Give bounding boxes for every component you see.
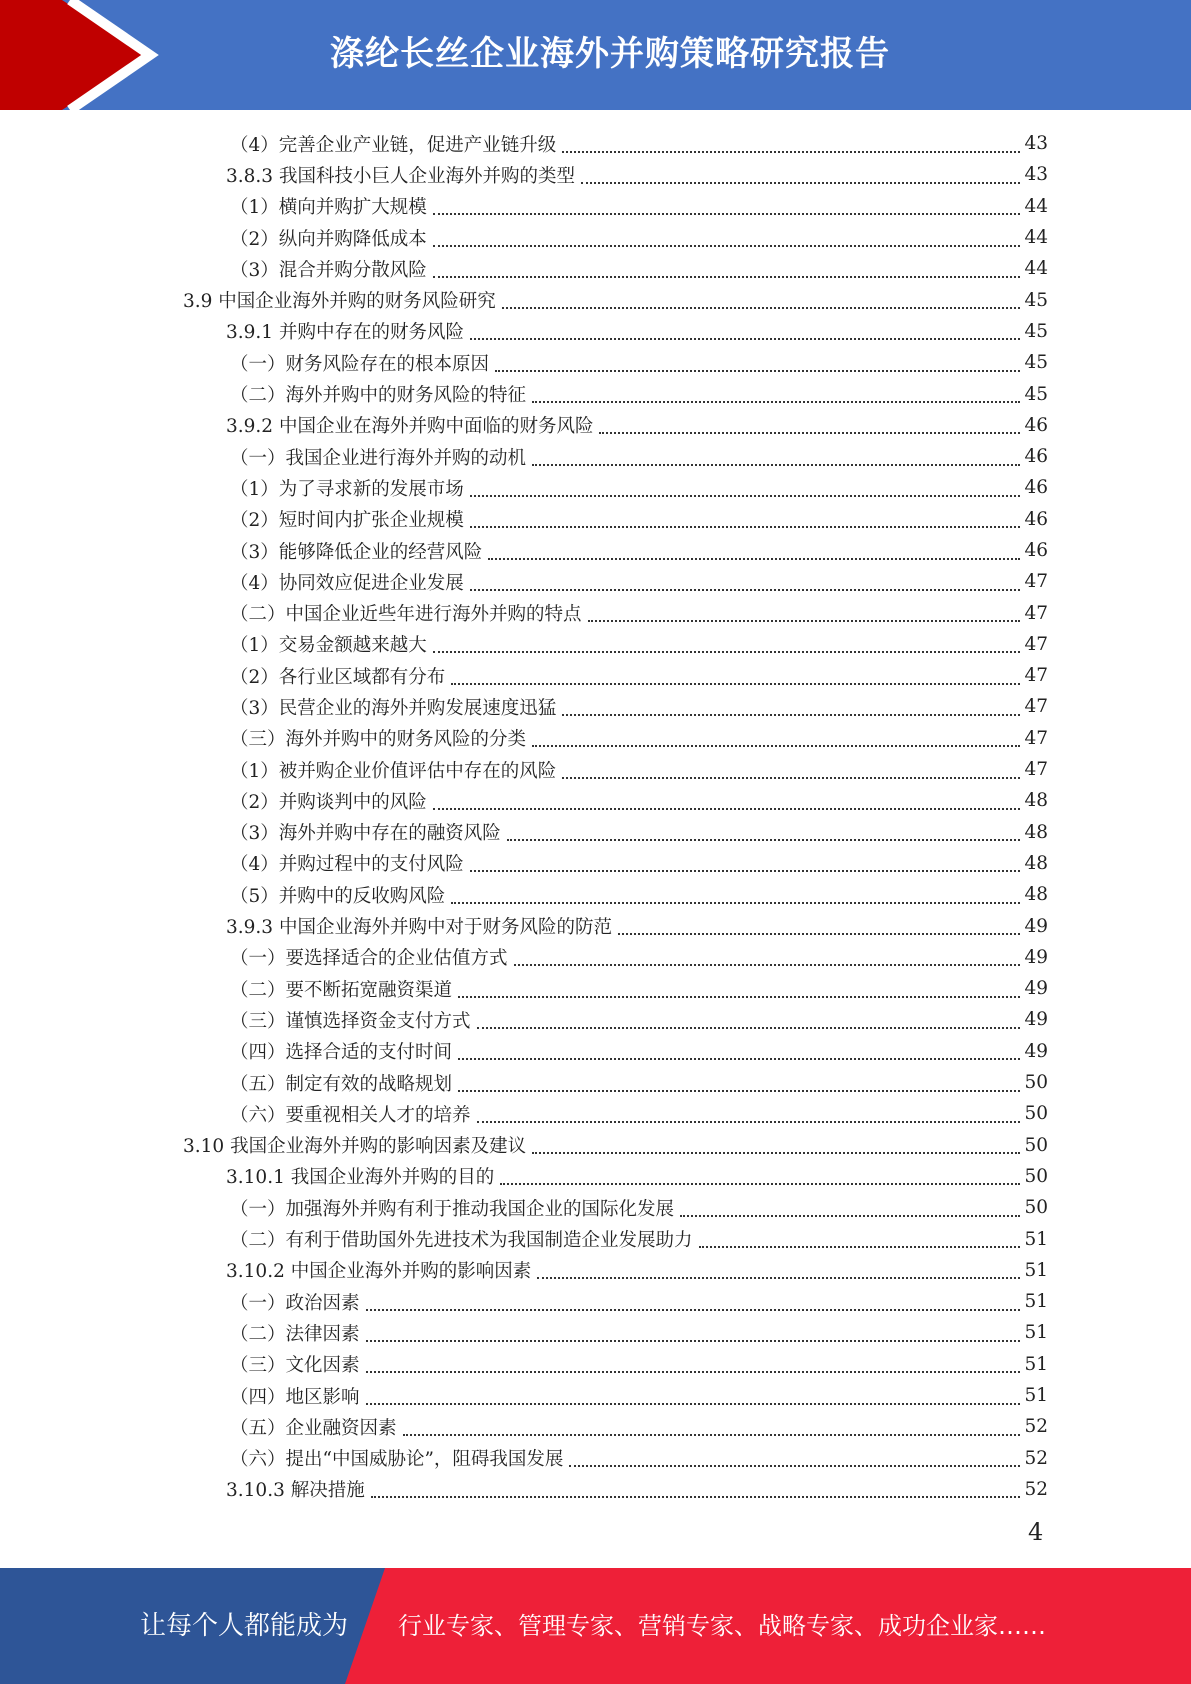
toc-dot-leader [451,683,1020,685]
toc-entry-page: 46 [1024,446,1048,468]
toc-entry-label: （四）选择合适的支付时间 [230,1042,453,1064]
toc-entry-page: 51 [1024,1322,1048,1344]
toc-entry-label: （1）为了寻求新的发展市场 [230,478,464,500]
toc-entry[interactable] [230,378,1048,409]
toc-dot-leader [366,1371,1021,1373]
toc-entry-page: 46 [1024,540,1048,561]
toc-entry-label: （3）混合并购分散风险 [230,259,427,281]
toc-entry-label: 3.10 我国企业海外并购的影响因素及建议 [183,1136,527,1158]
toc-dot-leader [366,1340,1021,1342]
toc-entry-page: 50 [1024,1072,1048,1094]
toc-entry[interactable] [230,1223,1048,1254]
toc-entry[interactable] [226,910,1048,941]
toc-entry-page: 50 [1024,1197,1048,1219]
toc-dot-leader [477,1121,1021,1123]
toc-entry[interactable] [230,1380,1048,1411]
toc-dot-leader [433,213,1021,215]
toc-entry-label: （2）各行业区域都有分布 [230,666,446,688]
toc-dot-leader [699,1246,1021,1248]
toc-entry-page: 47 [1024,727,1048,749]
toc-entry-page: 47 [1024,633,1048,655]
toc-dot-leader [562,151,1020,153]
toc-entry-page: 46 [1024,508,1048,530]
toc-entry[interactable] [230,535,1048,566]
toc-entry-label: （五）制定有效的战略规划 [230,1073,453,1095]
toc-dot-leader [470,870,1021,872]
toc-entry[interactable] [183,284,1048,315]
toc-entry[interactable] [230,1349,1048,1380]
toc-entry-page: 43 [1024,164,1048,186]
toc-dot-leader [488,558,1020,560]
toc-entry-label: （六）提出“中国威胁论”，阻碍我国发展 [230,1449,564,1471]
toc-entry-label: （2）短时间内扩张企业规模 [230,510,464,532]
toc-entry[interactable] [230,785,1048,816]
toc-dot-leader [403,1434,1021,1436]
toc-entry-page: 48 [1024,821,1048,843]
toc-entry-page: 47 [1024,696,1048,718]
toc-entry[interactable] [230,566,1048,597]
toc-dot-leader [495,370,1020,372]
toc-entry[interactable] [230,629,1048,660]
toc-dot-leader [451,902,1020,904]
toc-entry-page: 45 [1024,352,1048,374]
toc-entry[interactable] [230,222,1048,253]
toc-entry-page: 50 [1024,1134,1048,1156]
toc-dot-leader [470,495,1021,497]
toc-entry-page: 47 [1024,759,1048,781]
toc-entry[interactable] [230,1317,1048,1348]
toc-entry-label: 3.10.2 中国企业海外并购的影响因素 [226,1261,532,1283]
toc-entry-page: 49 [1024,1009,1048,1031]
toc-dot-leader [532,401,1020,403]
toc-dot-leader [433,276,1021,278]
toc-entry-page: 51 [1024,1259,1048,1281]
toc-dot-leader [502,307,1021,309]
toc-entry-label: （二）海外并购中的财务风险的特征 [230,385,527,407]
toc-entry[interactable] [230,942,1048,973]
toc-entry[interactable] [230,691,1048,722]
toc-entry[interactable] [230,1192,1048,1223]
toc-entry-label: （三）海外并购中的财务风险的分类 [230,729,527,751]
toc-entry[interactable] [230,472,1048,503]
toc-entry-label: （四）地区影响 [230,1386,360,1408]
toc-entry-page: 48 [1024,884,1048,906]
toc-entry-page: 45 [1024,383,1048,405]
toc-entry-label: 3.9.2 中国企业在海外并购中面临的财务风险 [226,416,594,438]
page-header [0,0,1191,110]
toc-entry-page: 44 [1024,258,1048,280]
toc-dot-leader [366,1403,1021,1405]
toc-entry[interactable] [226,316,1048,347]
toc-entry-page: 49 [1024,978,1048,1000]
toc-dot-leader [618,933,1020,935]
toc-dot-leader [507,839,1021,841]
toc-dot-leader [680,1215,1020,1217]
toc-dot-leader [433,808,1021,810]
toc-dot-leader [569,1465,1020,1467]
toc-entry[interactable] [230,1067,1048,1098]
toc-dot-leader [599,432,1020,434]
toc-dot-leader [458,1058,1020,1060]
toc-entry-label: （4）并购过程中的支付风险 [230,854,464,876]
page-number: 4 [1028,1518,1044,1546]
toc-entry[interactable] [230,817,1048,848]
toc-entry-label: （一）要选择适合的企业估值方式 [230,948,508,970]
toc-entry[interactable] [226,1255,1048,1286]
footer-slogan-left: 让每个人都能成为 [140,1611,349,1641]
toc-entry-label: 3.10.3 解决措施 [226,1480,365,1502]
toc-entry-page: 44 [1024,195,1048,217]
toc-dot-leader [371,1496,1021,1498]
toc-entry-page: 45 [1024,289,1048,311]
toc-entry-page: 51 [1024,1228,1048,1250]
toc-entry-label: 3.9.1 并购中存在的财务风险 [226,322,464,344]
table-of-contents [0,128,1191,1505]
toc-entry-page: 43 [1024,133,1048,155]
toc-entry[interactable] [230,128,1048,159]
toc-entry-label: （一）政治因素 [230,1292,360,1314]
toc-entry-label: （4）协同效应促进企业发展 [230,572,464,594]
toc-entry[interactable] [226,1161,1048,1192]
toc-dot-leader [433,245,1021,247]
toc-dot-leader [477,1027,1021,1029]
toc-entry-label: （4）完善企业产业链，促进产业链升级 [230,134,557,156]
toc-entry[interactable] [230,441,1048,472]
toc-entry-label: （3）海外并购中存在的融资风险 [230,823,501,845]
toc-dot-leader [588,620,1021,622]
toc-entry-page: 51 [1024,1353,1048,1375]
toc-entry[interactable] [230,1098,1048,1129]
toc-entry[interactable] [230,848,1048,879]
toc-entry-label: （5）并购中的反收购风险 [230,885,446,907]
toc-entry-label: （六）要重视相关人才的培养 [230,1104,471,1126]
toc-entry[interactable] [230,1411,1048,1442]
toc-dot-leader [458,996,1020,998]
toc-entry-label: （2）纵向并购降低成本 [230,228,427,250]
toc-entry-page: 52 [1024,1416,1048,1438]
toc-entry-label: （二）有利于借助国外先进技术为我国制造企业发展助力 [230,1230,693,1252]
toc-entry-page: 50 [1024,1103,1048,1125]
toc-entry[interactable] [230,1036,1048,1067]
toc-entry-page: 45 [1024,320,1048,342]
toc-entry-page: 49 [1024,1040,1048,1062]
toc-entry-label: （二）要不断拓宽融资渠道 [230,979,453,1001]
toc-entry[interactable] [230,597,1048,628]
footer-slogan-right: 行业专家、管理专家、营销专家、战略专家、成功企业家…… [398,1612,1046,1640]
toc-entry-label: （3）民营企业的海外并购发展速度迅猛 [230,697,557,719]
toc-entry-label: （三）文化因素 [230,1355,360,1377]
toc-entry-page: 51 [1024,1385,1048,1407]
toc-entry-label: （二）中国企业近些年进行海外并购的特点 [230,604,582,626]
toc-entry-label: （一）加强海外并购有利于推动我国企业的国际化发展 [230,1198,675,1220]
toc-dot-leader [562,777,1020,779]
toc-dot-leader [458,1090,1020,1092]
toc-entry-label: （1）被并购企业价值评估中存在的风险 [230,760,557,782]
toc-entry-page: 48 [1024,852,1048,874]
toc-dot-leader [366,1309,1021,1311]
toc-entry-label: （2）并购谈判中的风险 [230,791,427,813]
header-red-arrow [0,0,148,110]
toc-entry-label: （一）我国企业进行海外并购的动机 [230,447,527,469]
toc-dot-leader [581,182,1020,184]
toc-entry-label: （三）谨慎选择资金支付方式 [230,1010,471,1032]
toc-entry[interactable] [230,191,1048,222]
toc-entry-label: （1）横向并购扩大规模 [230,197,427,219]
toc-entry-label: 3.9.3 中国企业海外并购中对于财务风险的防范 [226,917,612,939]
toc-entry-label: （五）企业融资因素 [230,1417,397,1439]
toc-entry-label: （3）能够降低企业的经营风险 [230,541,483,563]
toc-dot-leader [562,714,1020,716]
toc-dot-leader [514,964,1021,966]
toc-entry-page: 49 [1024,946,1048,968]
toc-entry[interactable] [230,973,1048,1004]
toc-entry[interactable] [230,660,1048,691]
toc-entry-label: 3.10.1 我国企业海外并购的目的 [226,1167,495,1189]
toc-dot-leader [537,1277,1020,1279]
toc-entry[interactable] [230,504,1048,535]
toc-entry-label: （一）财务风险存在的根本原因 [230,353,490,375]
toc-entry[interactable] [230,1004,1048,1035]
toc-entry-label: 3.9 中国企业海外并购的财务风险研究 [183,291,496,313]
toc-entry-page: 49 [1024,915,1048,937]
toc-entry[interactable] [230,347,1048,378]
toc-entry[interactable] [230,1442,1048,1473]
toc-entry-label: 3.8.3 我国科技小巨人企业海外并购的类型 [226,165,575,187]
toc-entry-page: 46 [1024,414,1048,436]
toc-entry[interactable] [230,1286,1048,1317]
toc-dot-leader [470,526,1021,528]
toc-entry[interactable] [230,754,1048,785]
toc-dot-leader [433,651,1021,653]
toc-entry-label: （二）法律因素 [230,1323,360,1345]
toc-entry-page: 52 [1024,1447,1048,1469]
toc-dot-leader [500,1183,1020,1185]
toc-entry-page: 52 [1024,1478,1048,1500]
toc-entry-page: 47 [1024,602,1048,624]
toc-entry[interactable] [226,410,1048,441]
toc-dot-leader [532,464,1020,466]
toc-entry[interactable] [226,1474,1048,1505]
toc-entry-label: （1）交易金额越来越大 [230,635,427,657]
toc-entry[interactable] [230,879,1048,910]
toc-dot-leader [532,1152,1020,1154]
report-title: 涤纶长丝企业海外并购策略研究报告 [330,34,890,74]
toc-dot-leader [470,589,1021,591]
toc-entry-page: 47 [1024,571,1048,593]
page-footer [0,1568,1191,1684]
toc-entry-page: 44 [1024,227,1048,249]
toc-entry[interactable] [230,723,1048,754]
toc-dot-leader [532,745,1020,747]
toc-entry[interactable] [183,1130,1048,1161]
toc-entry[interactable] [226,159,1048,190]
toc-entry-page: 46 [1024,477,1048,499]
toc-entry-page: 47 [1024,665,1048,687]
toc-entry-page: 50 [1024,1165,1048,1187]
toc-entry-page: 48 [1024,790,1048,812]
toc-entry[interactable] [230,253,1048,284]
toc-dot-leader [470,338,1020,340]
toc-entry-page: 51 [1024,1291,1048,1313]
